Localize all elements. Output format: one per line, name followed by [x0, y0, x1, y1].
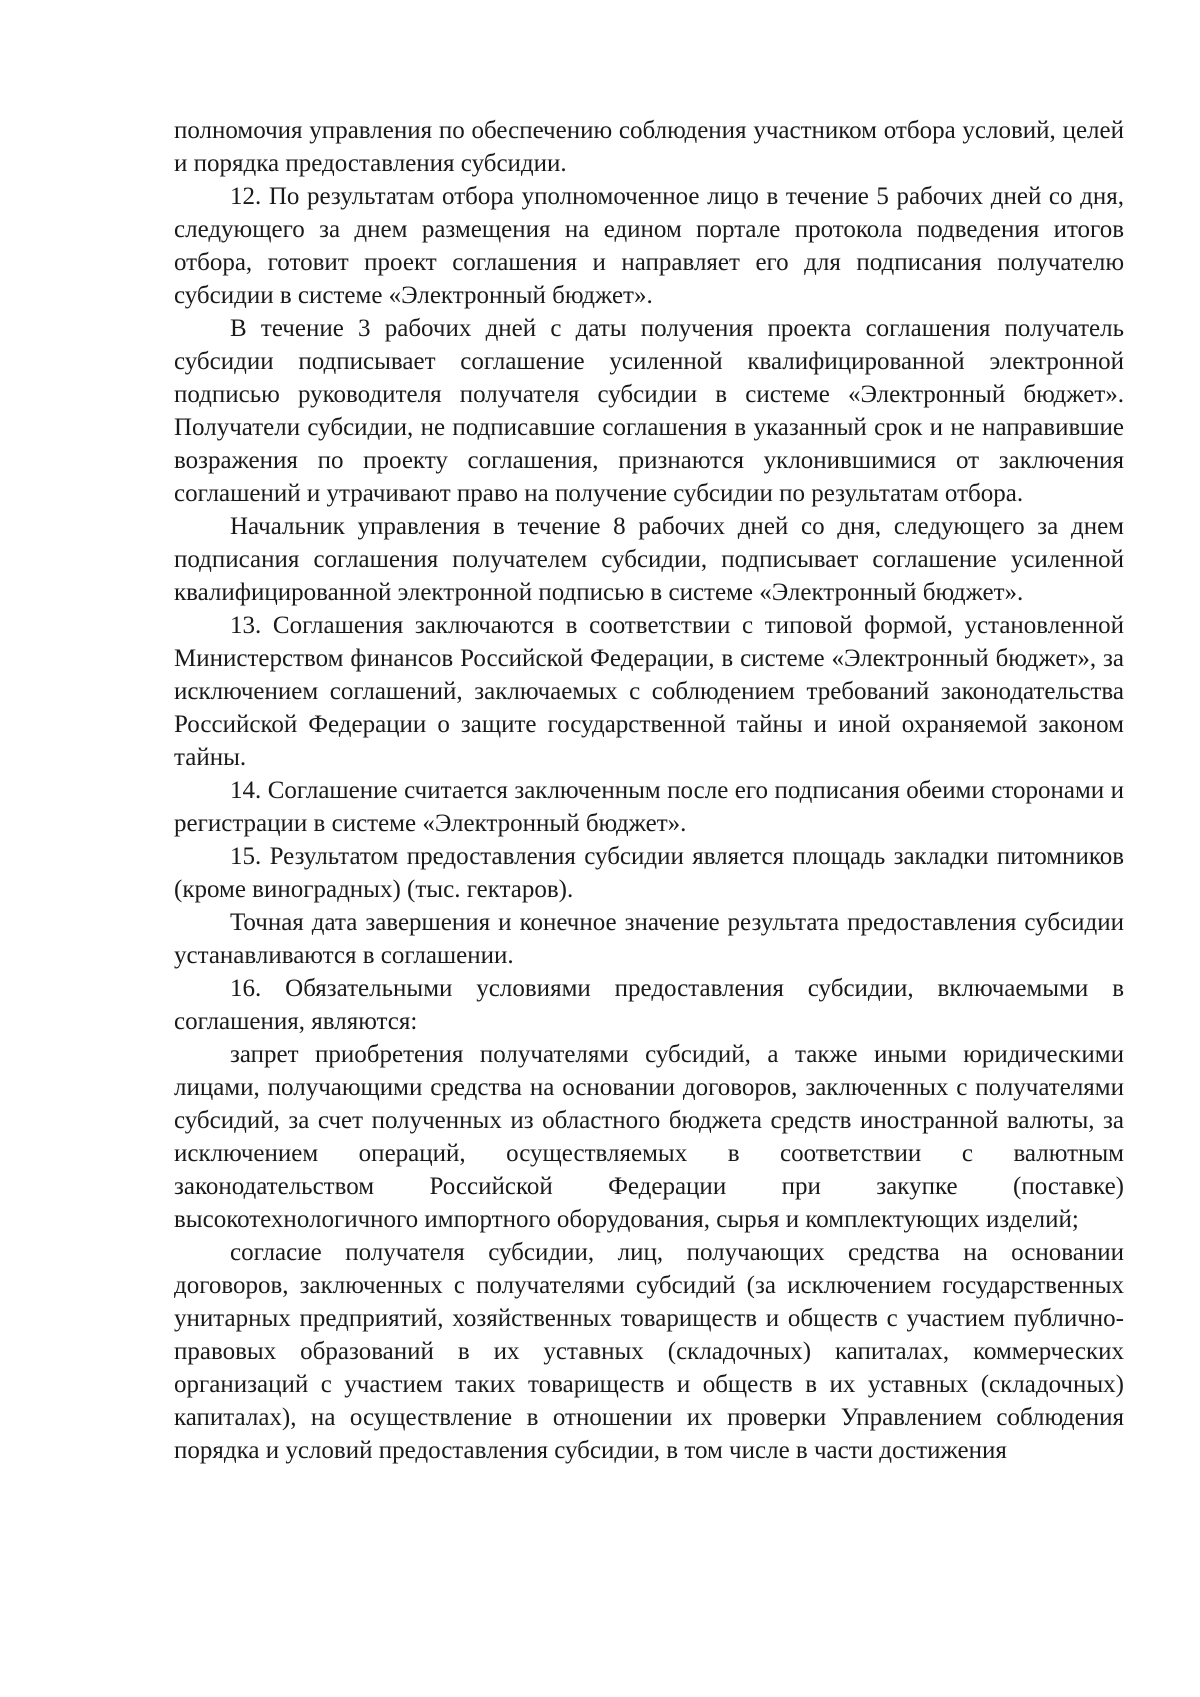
paragraph-continuation: полномочия управления по обеспечению соблюдения участником отбора условий, целей и порядка предоставления субсидии. — [174, 117, 1124, 177]
paragraph-item-13: 13. Соглашения заключаются в соответствии с типовой формой, установленной Министерством финансов Российской Федерации, в системе «Электронный бюджет», за исключением соглашений, заключаемых с соблюдением требований законодательства Российской Федерации о защите государственной тайны и иной охраняемой законом тайны. — [174, 612, 1124, 771]
paragraph-item-12: 12. По результатам отбора уполномоченное лицо в течение 5 рабочих дней со дня, следующего за днем размещения на едином портале протокола подведения итогов отбора, готовит проект соглашения и направляет его для подписания получателю субсидии в системе «Электронный бюджет». — [174, 183, 1124, 309]
paragraph-currency-ban: запрет приобретения получателями субсидий, а также иными юридическими лицами, получающими средства на основании договоров, заключенных с получателями субсидий, за счет полученных из областного бюджета средств иностранной валюты, за исключением операций, осуществляемых в соответствии с валютным законодательством Российской Федерации при закупке (поставке) высокотехнологичного импортного оборудования, сырья и комплектующих изделий; — [174, 1041, 1124, 1233]
paragraph-item-16: 16. Обязательными условиями предоставления субсидии, включаемыми в соглашения, являются: — [174, 975, 1124, 1035]
paragraph-item-14: 14. Соглашение считается заключенным после его подписания обеими сторонами и регистрации в системе «Электронный бюджет». — [174, 777, 1124, 837]
paragraph-item-15: 15. Результатом предоставления субсидии является площадь закладки питомников (кроме виноградных) (тыс. гектаров). — [174, 843, 1124, 903]
paragraph-signing-term: В течение 3 рабочих дней с даты получения проекта соглашения получатель субсидии подписывает соглашение усиленной квалифицированной электронной подписью руководителя получателя субсидии в системе «Электронный бюджет». Получатели субсидии, не подписавшие соглашения в указанный срок и не направившие возражения по проекту соглашения, признаются уклонившимися от заключения соглашений и утрачивают право на получение субсидии по результатам отбора. — [174, 315, 1124, 507]
paragraph-consent: согласие получателя субсидии, лиц, получающих средства на основании договоров, заключенных с получателями субсидий (за исключением государственных унитарных предприятий, хозяйственных товариществ и обществ с участием публично-правовых образований в их уставных (складочных) капиталах, коммерческих организаций с участием таких товариществ и обществ в их уставных (складочных) капиталах), на осуществление в отношении их проверки Управлением соблюдения порядка и условий предоставления субсидии, в том числе в части достижения — [174, 1239, 1124, 1464]
paragraph-result-date: Точная дата завершения и конечное значение результата предоставления субсидии устанавливаются в соглашении. — [174, 909, 1124, 969]
document-body — [174, 114, 1124, 1467]
paragraph-head-signing: Начальник управления в течение 8 рабочих дней со дня, следующего за днем подписания соглашения получателем субсидии, подписывает соглашение усиленной квалифицированной электронной подписью в системе «Электронный бюджет». — [174, 513, 1124, 606]
